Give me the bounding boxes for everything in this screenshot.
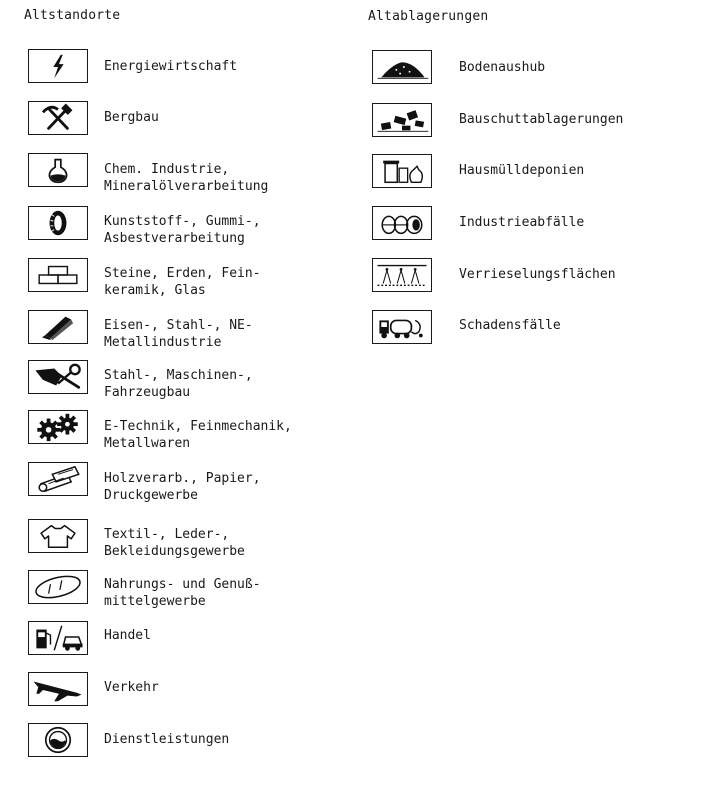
laundry-icon — [28, 723, 88, 757]
legend-label: Bodenaushub — [459, 60, 546, 75]
airplane-icon — [28, 672, 88, 706]
soil-heap-icon — [372, 50, 432, 84]
legend-label: Bauschuttablagerungen — [459, 112, 624, 127]
legend-label: E-Technik, Feinmechanik, Metallwaren — [104, 419, 292, 451]
legend-label: Holzverarb., Papier, Druckgewerbe — [104, 471, 261, 503]
legend-label: Hausmülldeponien — [459, 163, 585, 178]
barrels-icon — [372, 206, 432, 240]
bread-icon — [28, 570, 88, 604]
logs-icon — [28, 462, 88, 496]
legend-label: Nahrungs- und Genuß- mittelgewerbe — [104, 577, 261, 609]
tools-icon — [28, 360, 88, 394]
fuel-car-icon — [28, 621, 88, 655]
tanker-truck-icon — [372, 310, 432, 344]
sprinkler-field-icon — [372, 258, 432, 292]
rubble-icon — [372, 103, 432, 137]
legend-label: Handel — [104, 628, 151, 643]
legend-label: Stahl-, Maschinen-, Fahrzeugbau — [104, 368, 253, 400]
legend-label: Verrieselungsflächen — [459, 267, 616, 282]
shirt-icon — [28, 519, 88, 553]
legend-label: Industrieabfälle — [459, 215, 585, 230]
legend-label: Textil-, Leder-, Bekleidungsgewerbe — [104, 527, 245, 559]
legend-label: Verkehr — [104, 680, 159, 695]
section-title-altablagerungen: Altablagerungen — [368, 9, 489, 24]
flask-icon — [28, 153, 88, 187]
hammer-pick-icon — [28, 101, 88, 135]
legend-label: Energiewirtschaft — [104, 59, 238, 74]
legend-label: Schadensfälle — [459, 318, 561, 333]
legend-label: Eisen-, Stahl-, NE- Metallindustrie — [104, 318, 253, 350]
garbage-bins-icon — [372, 154, 432, 188]
steel-beam-icon — [28, 310, 88, 344]
legend-label: Dienstleistungen — [104, 732, 230, 747]
legend-label: Bergbau — [104, 110, 159, 125]
gears-icon — [28, 410, 88, 444]
legend-label: Chem. Industrie, Mineralölverarbeitung — [104, 162, 269, 194]
bricks-icon — [28, 258, 88, 292]
legend-label: Steine, Erden, Fein- keramik, Glas — [104, 266, 261, 298]
legend-label: Kunststoff-, Gummi-, Asbestverarbeitung — [104, 214, 261, 246]
lightning-icon — [28, 49, 88, 83]
section-title-altstandorte: Altstandorte — [24, 8, 121, 23]
tire-icon — [28, 206, 88, 240]
